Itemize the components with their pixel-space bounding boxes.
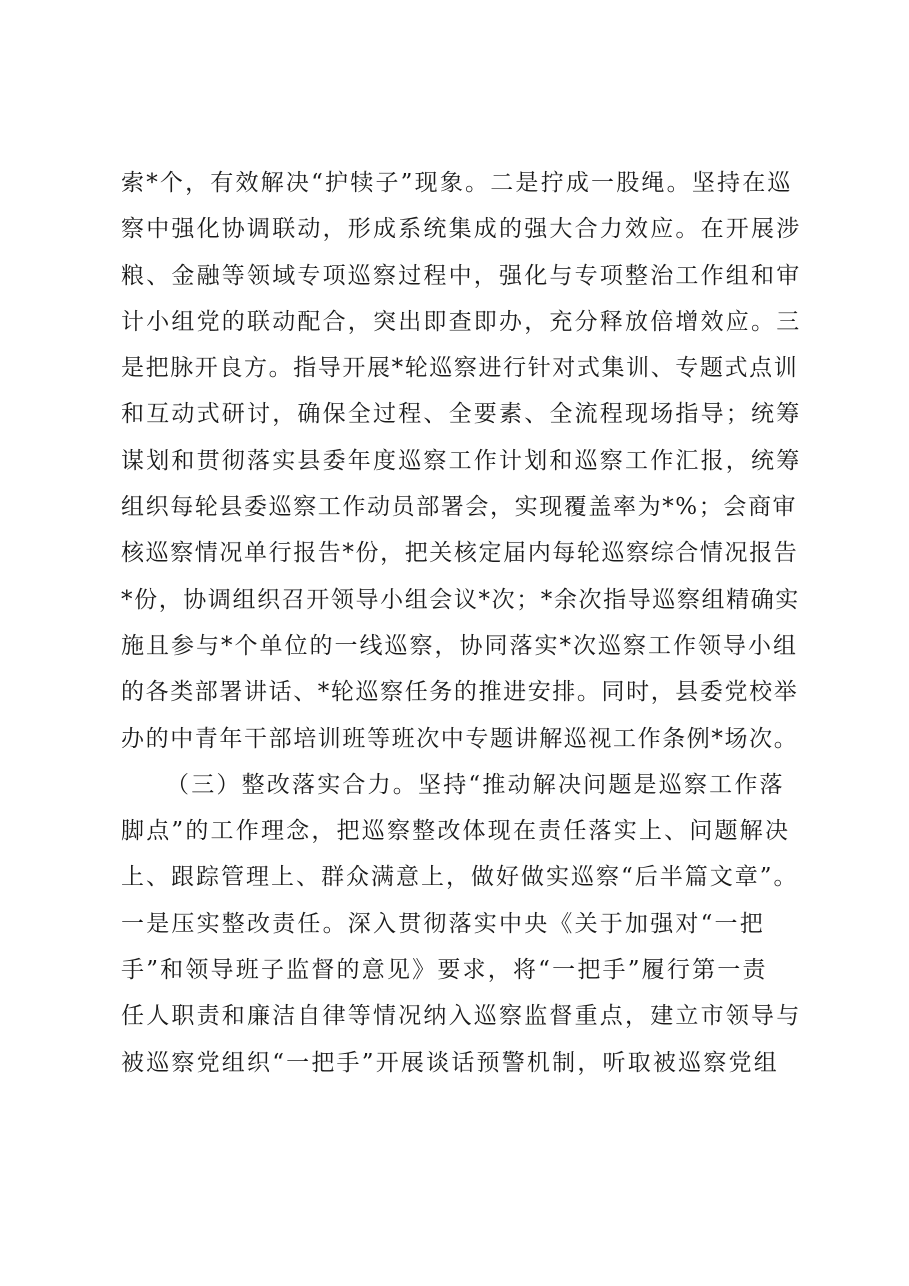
document-body [121, 160, 801, 1086]
text-line: 核巡察情况单行报告*份，把关核定届内每轮巡察综合情况报告 [121, 540, 799, 567]
text-line: 上、跟踪管理上、群众满意上，做好做实巡察“后半篇文章”。 [121, 864, 799, 891]
text-line: 粮、金融等领域专项巡察过程中，强化与专项整治工作组和审 [121, 262, 802, 289]
text-line: 办的中青年干部培训班等班次中专题讲解巡视工作条例*场次。 [121, 725, 799, 752]
text-line: 手”和领导班子监督的意见》要求，将“一把手”履行第一责 [121, 957, 768, 984]
text-line: 任人职责和廉洁自律等情况纳入巡察监督重点，建立市领导与 [121, 1003, 802, 1030]
section-heading-line: （三）整改落实合力。坚持“推动解决问题是巡察工作落 [166, 771, 785, 798]
text-line: 谋划和贯彻落实县委年度巡察工作计划和巡察工作汇报，统筹 [121, 447, 802, 474]
text-line: 组织每轮县委巡察工作动员部署会，实现覆盖率为*%；会商审 [121, 494, 798, 521]
text-line: 被巡察党组织“一把手”开展谈话预警机制，听取被巡察党组 [121, 1049, 779, 1076]
text-line: *份，协调组织召开领导小组会议*次；*余次指导巡察组精确实 [121, 586, 800, 613]
text-line: 索*个，有效解决“护犊子”现象。二是拧成一股绳。坚持在巡 [121, 170, 793, 196]
text-line: 一是压实整改责任。深入贯彻落实中央《关于加强对“一把 [121, 910, 765, 937]
text-line: 是把脉开良方。指导开展*轮巡察进行针对式集训、专题式点训 [121, 355, 799, 382]
text-line: 的各类部署讲话、*轮巡察任务的推进安排。同时，县委党校举 [121, 679, 799, 706]
text-line: 察中强化协调联动，形成系统集成的强大合力效应。在开展涉 [121, 216, 802, 243]
text-line: 计小组党的联动配合，突出即查即办，充分释放倍增效应。三 [121, 308, 802, 335]
text-line: 和互动式研讨，确保全过程、全要素、全流程现场指导；统筹 [121, 401, 802, 428]
text-line: 脚点”的工作理念，把巡察整改体现在责任落实上、问题解决 [121, 818, 791, 845]
text-line: 施且参与*个单位的一线巡察，协同落实*次巡察工作领导小组 [121, 632, 798, 659]
